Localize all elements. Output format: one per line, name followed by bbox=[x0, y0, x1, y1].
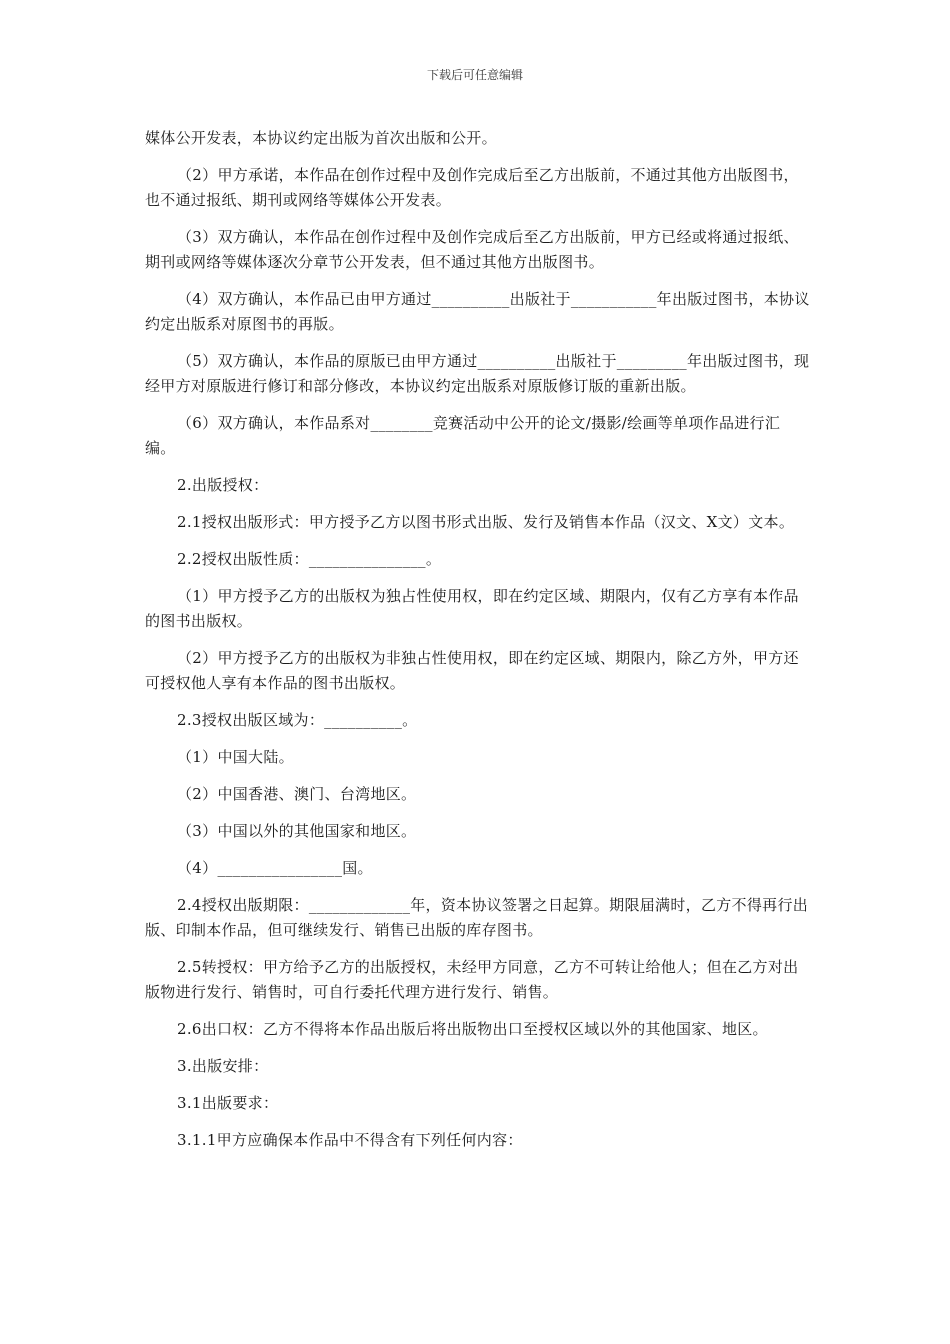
document-body bbox=[145, 126, 810, 1165]
paragraph: （2）甲方承诺，本作品在创作过程中及创作完成后至乙方出版前，不通过其他方出版图书，也不通过报纸、期刊或网络等媒体公开发表。 bbox=[145, 166, 799, 209]
paragraph: 2.2授权出版性质：_______________。 bbox=[177, 550, 442, 568]
paragraph: （1）甲方授予乙方的出版权为独占性使用权，即在约定区域、期限内，仅有乙方享有本作品的图书出版权。 bbox=[145, 587, 799, 630]
paragraph: 2.3授权出版区域为：__________。 bbox=[177, 711, 418, 729]
paragraph: （4）双方确认，本作品已由甲方通过__________出版社于___________年出版过图书，本协议约定出版系对原图书的再版。 bbox=[145, 290, 810, 333]
section-heading: 2.出版授权： bbox=[177, 476, 269, 494]
page-header: 下载后可任意编辑 bbox=[426, 68, 523, 82]
subsection-heading: 3.1出版要求： bbox=[177, 1094, 279, 1112]
paragraph: 2.1授权出版形式：甲方授予乙方以图书形式出版、发行及销售本作品（汉文、X文）文本。 bbox=[177, 513, 795, 531]
list-item: （3）中国以外的其他国家和地区。 bbox=[177, 822, 417, 840]
paragraph: （2）甲方授予乙方的出版权为非独占性使用权，即在约定区域、期限内，除乙方外，甲方还可授权他人享有本作品的图书出版权。 bbox=[145, 649, 799, 692]
paragraph: 2.4授权出版期限：_____________年，资本协议签署之日起算。期限届满时，乙方不得再行出版、印制本作品，但可继续发行、销售已出版的库存图书。 bbox=[145, 896, 809, 939]
paragraph: （3）双方确认，本作品在创作过程中及创作完成后至乙方出版前，甲方已经或将通过报纸、期刊或网络等媒体逐次分章节公开发表，但不通过其他方出版图书。 bbox=[145, 228, 799, 271]
list-item: （2）中国香港、澳门、台湾地区。 bbox=[177, 785, 417, 803]
paragraph: 媒体公开发表，本协议约定出版为首次出版和公开。 bbox=[145, 129, 497, 147]
paragraph: 2.5转授权：甲方给予乙方的出版授权，未经甲方同意，乙方不可转让给他人；但在乙方对出版物进行发行、销售时，可自行委托代理方进行发行、销售。 bbox=[145, 958, 799, 1001]
paragraph: （6）双方确认，本作品系对________竞赛活动中公开的论文/摄影/绘画等单项作品进行汇编。 bbox=[145, 414, 781, 457]
paragraph: （5）双方确认，本作品的原版已由甲方通过__________出版社于_________年出版过图书，现经甲方对原版进行修订和部分修改，本协议约定出版系对原版修订版的重新出版。 bbox=[145, 352, 810, 395]
section-heading: 3.出版安排： bbox=[177, 1057, 269, 1075]
paragraph: 2.6出口权：乙方不得将本作品出版后将出版物出口至授权区域以外的其他国家、地区。 bbox=[177, 1020, 768, 1038]
list-item: （4）________________国。 bbox=[177, 859, 373, 877]
list-item: （1）中国大陆。 bbox=[177, 748, 294, 766]
paragraph: 3.1.1甲方应确保本作品中不得含有下列任何内容： bbox=[177, 1131, 523, 1149]
